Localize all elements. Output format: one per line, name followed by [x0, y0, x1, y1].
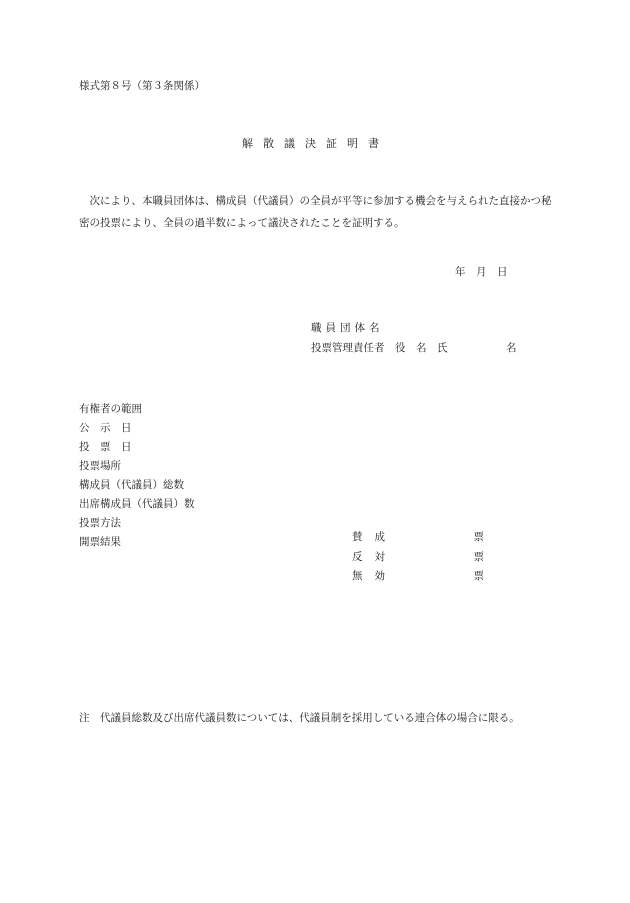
ballot-manager-label: 投票管理責任者 役 名 氏 [311, 342, 448, 354]
ballot-manager-name-suffix: 名 [506, 342, 517, 354]
certification-statement: 次により、本職員団体は、構成員（代議員）の全員が平等に参加する機会を与えられた直接かつ秘密の投票により、全員の過半数によって議決されたことを証明する。 [79, 195, 552, 229]
field-voting-place: 投票場所 [79, 460, 121, 472]
result-row-approve [352, 528, 484, 548]
field-list [79, 400, 195, 552]
field-attending-members: 出席構成員（代議員）数 [79, 498, 195, 510]
field-voting-date: 投 票 日 [79, 441, 132, 453]
vote-results [352, 528, 484, 587]
field-announcement-date: 公 示 日 [79, 422, 132, 434]
field-count-result: 開票結果 [79, 536, 121, 548]
result-label: 賛成 [352, 531, 397, 543]
form-number: 様式第８号（第３条関係） [79, 80, 205, 92]
field-total-members: 構成員（代議員）総数 [79, 479, 184, 491]
result-unit: 票 [473, 531, 484, 543]
result-row-invalid [352, 567, 484, 587]
field-voter-scope: 有権者の範囲 [79, 403, 142, 415]
result-unit: 票 [473, 570, 484, 582]
document-title: 解散議決証明書 [242, 137, 389, 150]
org-name-label: 職員団体名 [311, 322, 384, 334]
result-label: 無効 [352, 570, 397, 582]
result-unit: 票 [473, 550, 484, 563]
result-label: 反対 [352, 550, 397, 563]
field-voting-method: 投票方法 [79, 517, 121, 529]
footnote: 注 代議員総数及び出席代議員数については、代議員制を採用している連合体の場合に限る。 [79, 712, 520, 724]
date-line: 年 月 日 [455, 266, 508, 278]
result-row-oppose [352, 548, 484, 568]
